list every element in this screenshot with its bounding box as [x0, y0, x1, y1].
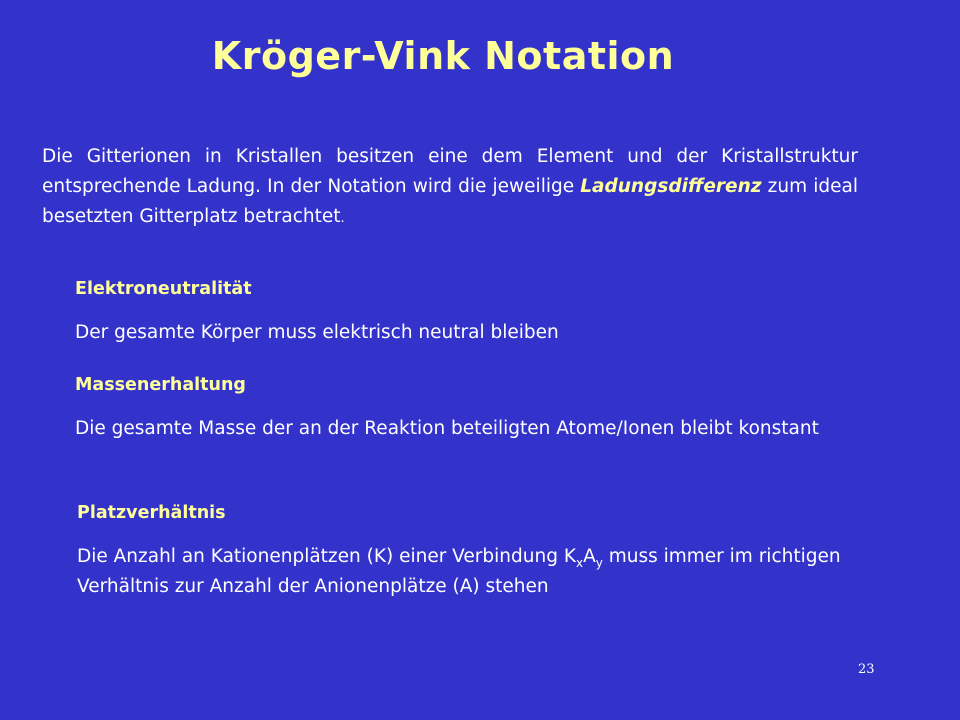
intro-text-2: zum ideal besetzten Gitterplatz betrachtet: [42, 176, 858, 227]
intro-emphasis: Ladungsdifferenz: [580, 176, 762, 197]
section-heading-massenerhaltung: Massenerhaltung: [75, 375, 246, 395]
intro-text-1: Die Gitterionen in Kristallen besitzen eine dem Element und der Kristallstruktur entsprechende Ladung. In der Notation wird die jeweilige: [42, 146, 858, 197]
intro-paragraph: [42, 142, 858, 234]
section-text-elektroneutralitaet: Der gesamte Körper muss elektrisch neutral bleiben: [75, 322, 559, 343]
intro-period: .: [340, 211, 345, 226]
platz-text-after: muss immer im richtigen Verhältnis zur Anzahl der Anionenplätze (A) stehen: [77, 546, 841, 597]
section-text-platzverhaeltnis: [77, 542, 867, 602]
subscript-x: x: [575, 556, 584, 570]
section-text-massenerhaltung: Die gesamte Masse der an der Reaktion beteiligten Atome/Ionen bleibt konstant: [75, 418, 819, 439]
platz-text-before: Die Anzahl an Kationenplätzen (K) einer Verbindung K: [77, 546, 576, 567]
section-heading-platzverhaeltnis: Platzverhältnis: [77, 503, 226, 523]
page-number: 23: [858, 662, 875, 677]
section-heading-elektroneutralitaet: Elektroneutralität: [75, 279, 252, 299]
formula-anion: A: [583, 546, 596, 567]
slide-title: Kröger-Vink Notation: [211, 34, 675, 78]
subscript-y: y: [595, 556, 603, 570]
